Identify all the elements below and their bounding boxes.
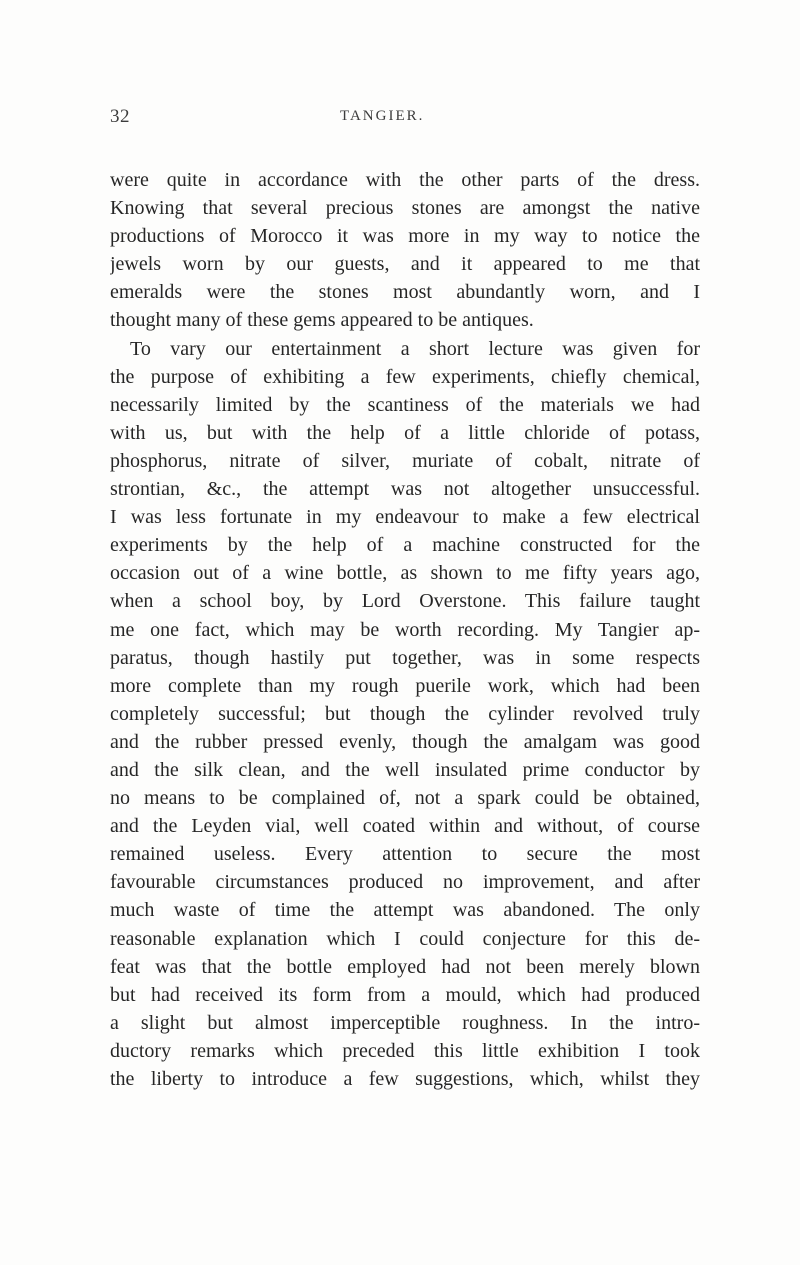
text-line: a slight but almost imperceptible roughness. In the intro-: [110, 1011, 700, 1034]
text-line: with us, but with the help of a little chloride of potass,: [110, 421, 700, 444]
text-line: favourable circumstances produced no improvement, and after: [110, 871, 700, 894]
running-title: TANGIER.: [340, 108, 425, 124]
running-head: [110, 106, 700, 128]
text-line: phosphorus, nitrate of silver, muriate of cobalt, nitrate of: [110, 449, 700, 472]
text-line: Knowing that several precious stones are amongst the native: [110, 197, 700, 220]
text-line: paratus, though hastily put together, was in some respects: [110, 646, 700, 669]
text-line: more complete than my rough puerile work, which had been: [110, 674, 700, 697]
text-line: me one fact, which may be worth recording. My Tangier ap-: [110, 618, 700, 641]
text-line: productions of Morocco it was more in my way to notice the: [110, 225, 700, 248]
text-line: necessarily limited by the scantiness of the materials we had: [110, 393, 700, 416]
text-line: experiments by the help of a machine constructed for the: [110, 534, 700, 557]
paragraph-start-line: To vary our entertainment a short lecture was given for: [130, 337, 700, 360]
text-line: jewels worn by our guests, and it appeared to me that: [110, 253, 700, 276]
text-line: and the rubber pressed evenly, though the amalgam was good: [110, 730, 700, 753]
text-line: feat was that the bottle employed had not been merely blown: [110, 955, 700, 978]
text-line: when a school boy, by Lord Overstone. This failure taught: [110, 590, 700, 613]
text-line: were quite in accordance with the other parts of the dress.: [110, 169, 700, 191]
text-line: but had received its form from a mould, which had produced: [110, 983, 700, 1006]
text-line: I was less fortunate in my endeavour to make a few electrical: [110, 506, 700, 529]
text-line: the liberty to introduce a few suggestions, which, whilst they: [110, 1068, 700, 1090]
text-line: and the Leyden vial, well coated within and without, of course: [110, 815, 700, 838]
text-line: much waste of time the attempt was abandoned. The only: [110, 899, 700, 922]
text-line: and the silk clean, and the well insulated prime conductor by: [110, 758, 700, 781]
text-line: completely successful; but though the cylinder revolved truly: [110, 702, 700, 725]
text-line: occasion out of a wine bottle, as shown to me fifty years ago,: [110, 562, 700, 585]
text-line: remained useless. Every attention to secure the most: [110, 843, 700, 866]
text-line: the purpose of exhibiting a few experiments, chiefly chemical,: [110, 365, 700, 388]
text-line: no means to be complained of, not a spark could be obtained,: [110, 787, 700, 810]
text-line: emeralds were the stones most abundantly worn, and I: [110, 281, 700, 304]
text-line: reasonable explanation which I could conjecture for this de-: [110, 927, 700, 950]
page-number: 32: [110, 106, 130, 127]
text-line: ductory remarks which preceded this little exhibition I took: [110, 1039, 700, 1062]
body-text: [110, 166, 700, 1093]
text-line: strontian, &c., the attempt was not altogether unsuccessful.: [110, 478, 700, 501]
text-line: thought many of these gems appeared to be antiques.: [110, 309, 534, 332]
